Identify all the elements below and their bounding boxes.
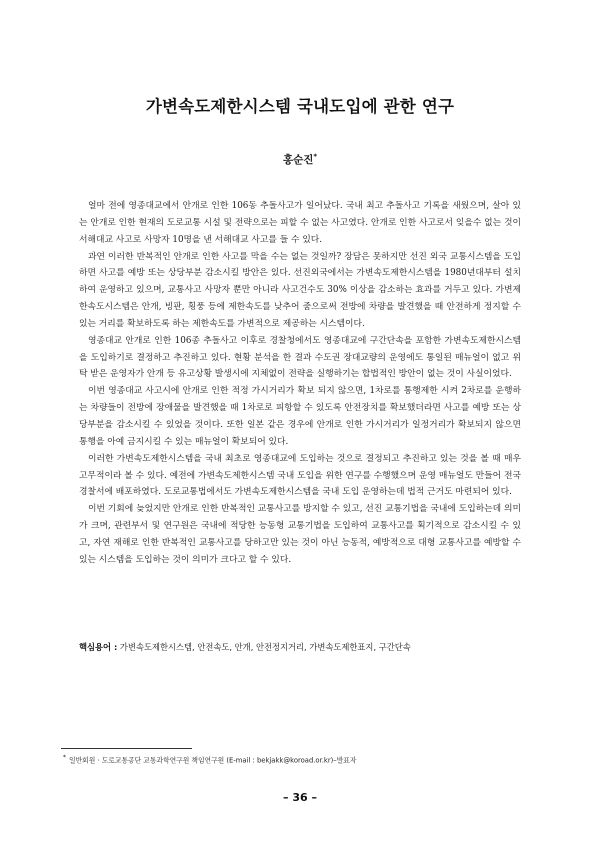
author-footnote-mark: *	[313, 152, 318, 161]
author-line	[0, 152, 600, 167]
paragraph: 영종대교 안개로 인한 106종 추돌사고 이후로 경찰청에서도 영종대교에 구간단속을 포함한 가변속도제한시스템을 도입하기로 결정하고 추진하고 있다. 현황 분석을 한 결과 수도권 장대교량의 운영에도 통일된 매뉴얼이 없고 위탁 받은 운영자가 안개 등 유고상황 발생시에 지체없이 전략을 실행하기는 합법적인 방안이 없는 것이 사실이었다.	[79, 335, 521, 380]
paragraph: 이러한 가변속도제한시스템을 국내 최초로 영종대교에 도입하는 것으로 결정되고 추진하고 있는 것을 볼 때 매우 고무적이라 볼 수 있다. 예전에 가변속도제한시스템 국내 도입을 위한 연구를 수행했으며 운영 매뉴얼도 만들어 전국 경찰서에 배포하였다. 도로교통법에서도 가변속도제한시스템을 국내 도입 운영하는데 법적 근거도 마련되어 있다.	[79, 453, 521, 498]
paper-title: 가변속도제한시스템 국내도입에 관한 연구	[145, 97, 455, 116]
paragraph: 과연 이러한 반복적인 안개로 인한 사고를 막을 수는 없는 것일까? 장담은 못하지만 선진 외국 교통시스템을 도입하면 사고를 예방 또는 상당부분 감소시킬 방안은 있다. 선진외국에서는 가변속도제한시스템을 1980년대부터 설치하여 운영하고 있으며, 교통사고 사망자 뿐만 아니라 사고건수도 30% 이상을 감소하는 효과를 거두고 있다. 가변제한속도시스템은 안개, 빙판, 횡풍 등에 제한속도를 낮추어 줌으로써 전방에 차량을 발견했을 때 안전하게 정지할 수 있는 거리를 확보하도록 하는 제한속도를 가변적으로 제공하는 시스템이다.	[79, 251, 521, 329]
footnote-divider	[61, 748, 192, 749]
footnote-text: 일반회원 · 도로교통공단 교통과학연구원 책임연구원 (E-mail : bekjakk@koroad.or.kr)–발표자	[69, 756, 357, 765]
footnote-mark: *	[63, 754, 66, 761]
paragraph: 이번 기회에 늦었지만 안개로 인한 반복적인 교통사고를 방지할 수 있고, 선진 교통기법을 국내에 도입하는데 의미가 크며, 관련부서 및 연구원은 국내에 적당한 능동형 교통기법을 도입하여 교통사고를 획기적으로 감소시킬 수 있고, 자연 재해로 인한 반복적인 교통사고를 당하고만 있는 것이 아닌 능동적, 예방적으로 대형 교통사고를 예방할 수 있는 시스템을 도입하는 것이 의미가 크다고 할 수 있다.	[79, 504, 521, 565]
author-name: 홍순진	[282, 154, 314, 166]
keywords-label: 핵심용어 :	[79, 642, 118, 652]
paragraph: 이번 영종대교 사고시에 안개로 인한 적정 가시거리가 확보 되지 않으면, 1차로를 통행제한 시켜 2차로를 운행하는 차량들이 전방에 장애물을 발견했을 때 1차로로 피항할 수 있도록 안전장치를 확보했더라면 사고를 예방 또는 상당부분을 감소시킬 수 있었을 것이다. 또한 일본 같은 경우에 안개로 인한 가시거리가 일정거리가 확보되지 않으면 통행을 아예 금지시킬 수 있는 매뉴얼이 확보되어 있다.	[79, 386, 521, 447]
keywords-text: 가변속도제한시스템, 안전속도, 안개, 안전정지거리, 가변속도제한표지, 구간단속	[119, 642, 411, 652]
footnote	[63, 754, 533, 764]
abstract-body	[79, 198, 521, 569]
page-number: – 36 –	[283, 791, 317, 804]
keywords-line	[79, 641, 521, 653]
paragraph: 얼마 전에 영종대교에서 안개로 인한 106동 추돌사고가 일어났다. 국내 최고 추돌사고 기록을 새웠으며, 살아 있는 안개로 인한 현재의 도로교통 시설 및 전략으로는 피할 수 없는 사고였다. 안개로 인한 사고로서 잊을수 없는 것이 서해대교 사고로 사망자 10명을 낸 서해대교 사고를 들 수 있다.	[79, 201, 521, 245]
